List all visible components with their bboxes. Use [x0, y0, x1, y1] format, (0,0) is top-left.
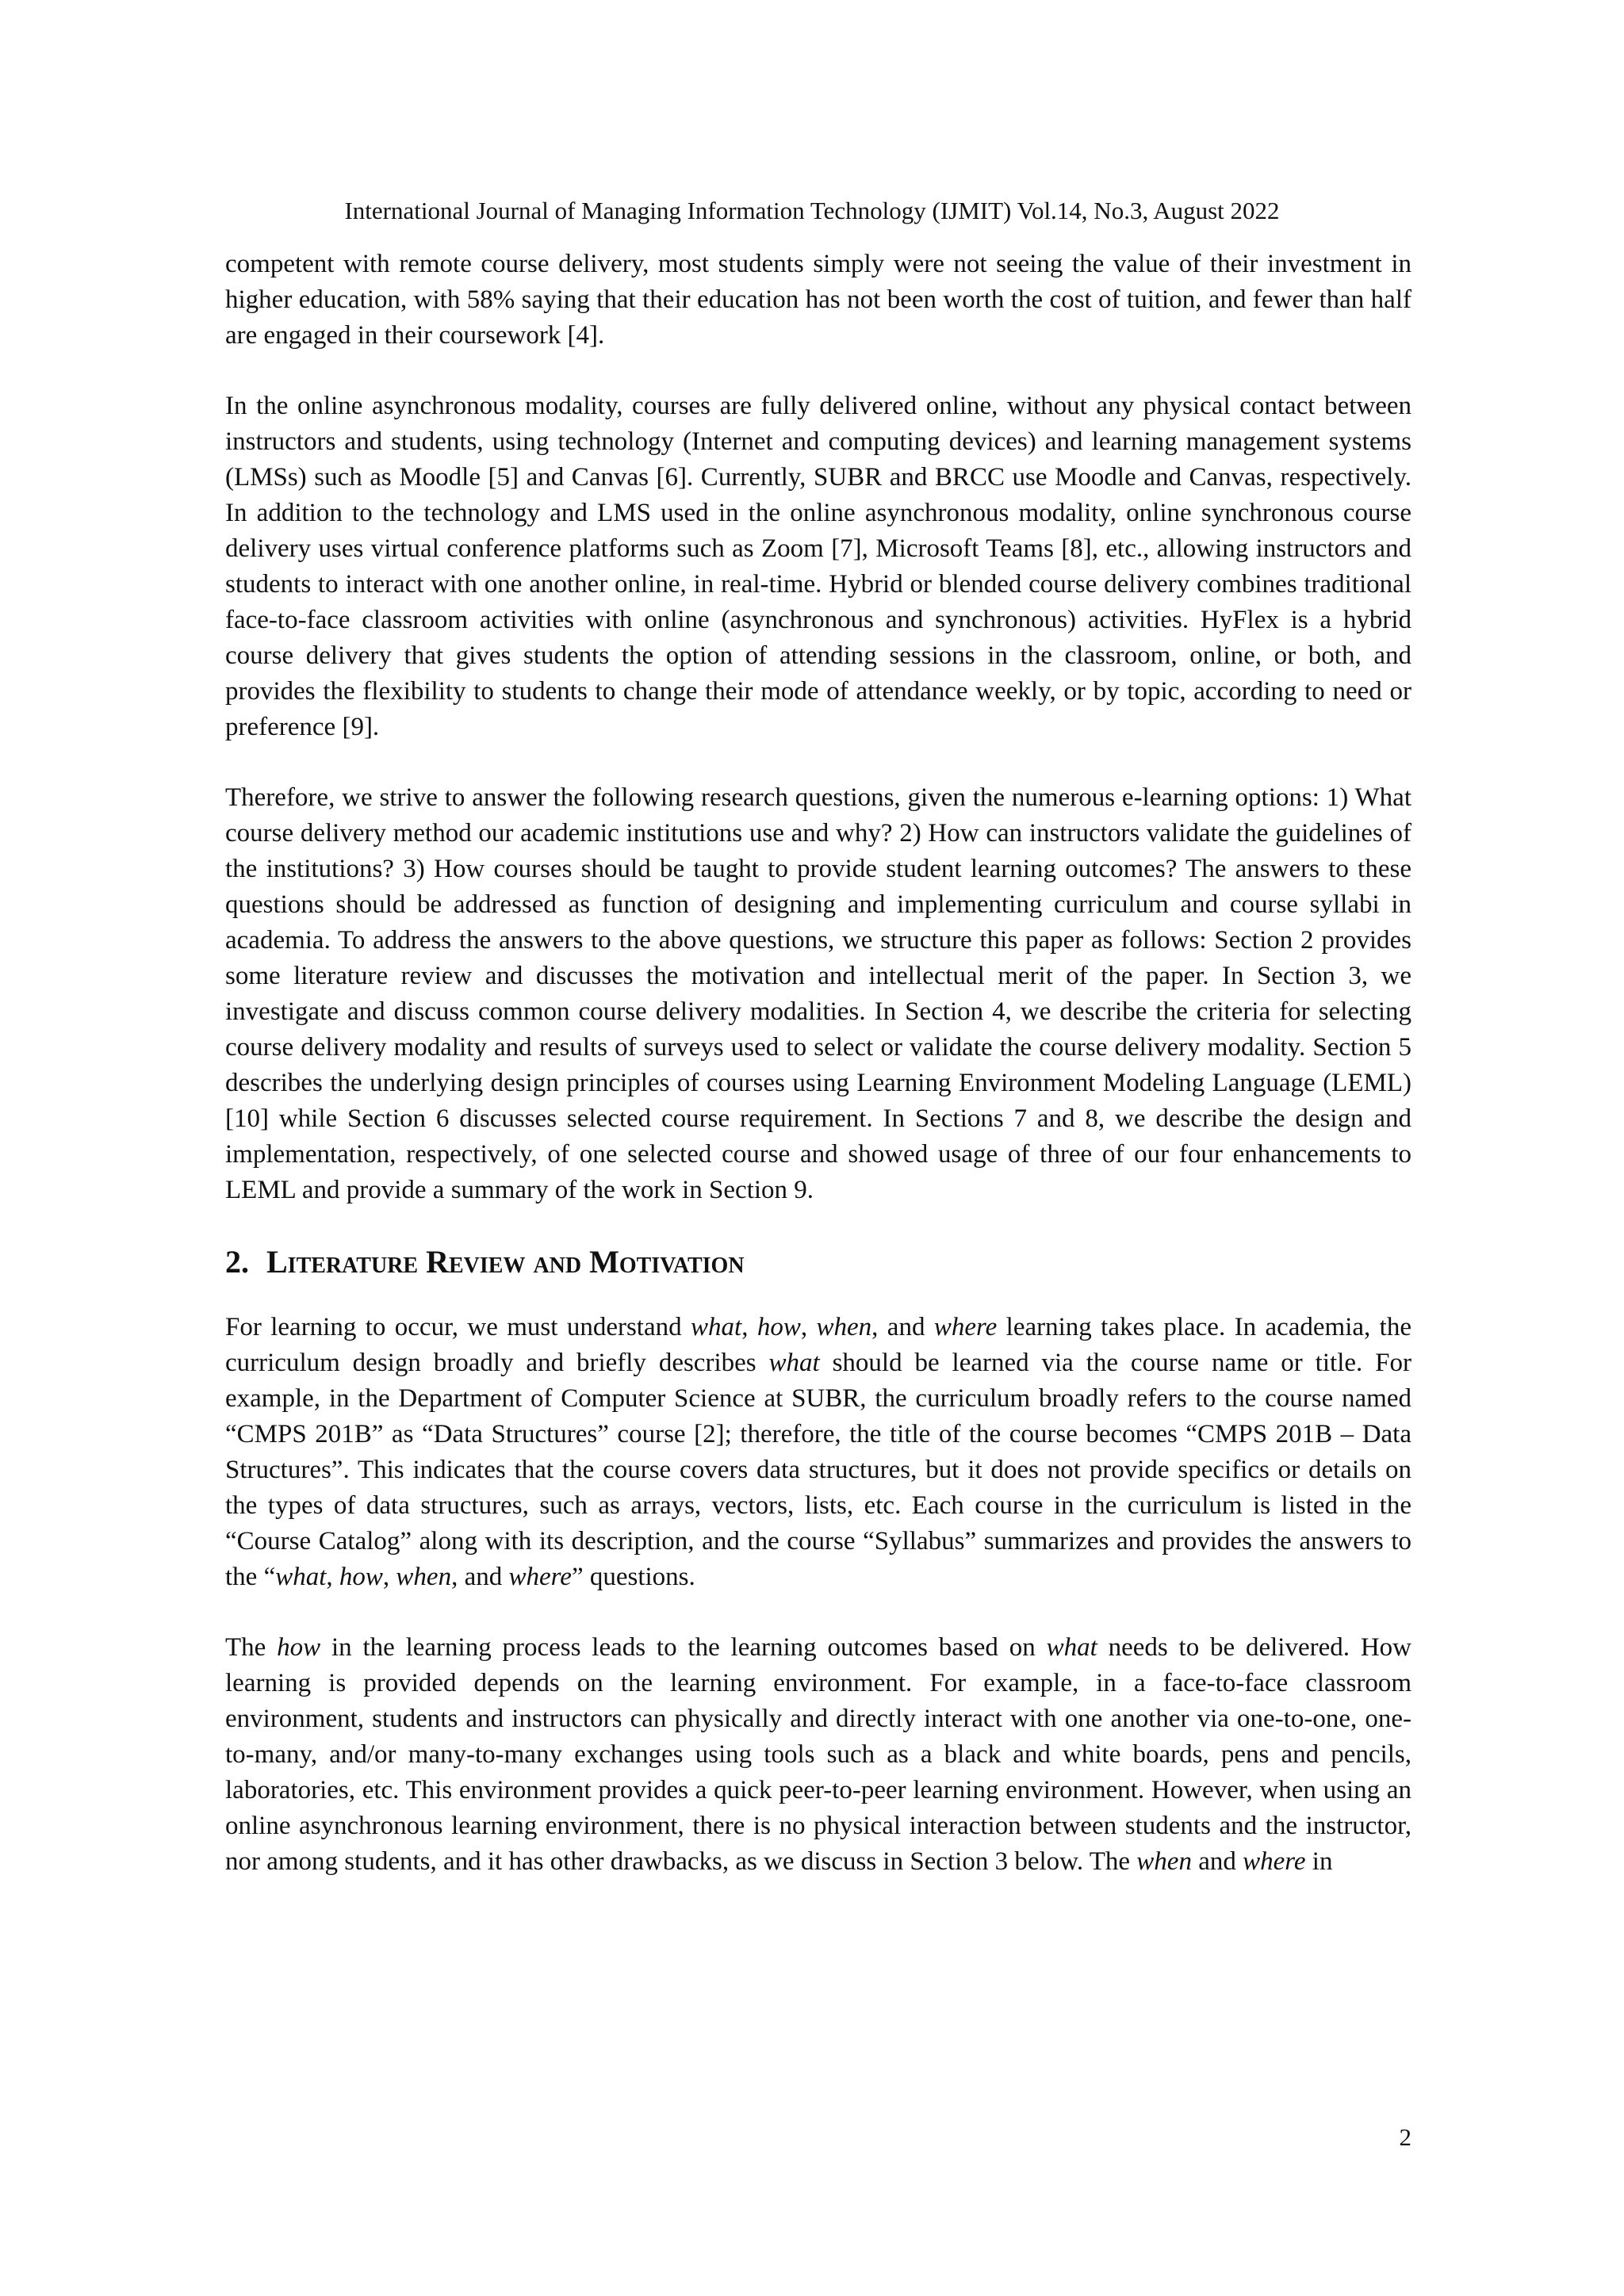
- running-header: International Journal of Managing Information Technology (IJMIT) Vol.14, No.3, August 2022: [344, 197, 1280, 224]
- paragraph-learning-environment: The how in the learning process leads to the learning outcomes based on what needs to be delivered. How learning is provided depends on the learning environment. For example, in a face-to-face classroom environment, students and instructors can physically and directly interact with one another via one-to-one, one-to-many, and/or many-to-many exchanges using tools such as a black and white boards, pens and pencils, laboratories, etc. This environment provides a quick peer-to-peer learning environment. However, when using an online asynchronous learning environment, there is no physical interaction between students and the instructor, nor among students, and it has other drawbacks, as we discuss in Section 3 below. The when and where in: [225, 1633, 1411, 1876]
- body-text: [225, 247, 1411, 1880]
- paragraph-remote-delivery: competent with remote course delivery, most students simply were not seeing the value of their investment in higher education, with 58% saying that their education has not been worth the cost of tuition, and fewer than half are engaged in their coursework [4].: [225, 250, 1411, 350]
- paragraph-modalities: In the online asynchronous modality, courses are fully delivered online, without any physical contact between instructors and students, using technology (Internet and computing devices) and learning management systems (LMSs) such as Moodle [5] and Canvas [6]. Currently, SUBR and BRCC use Moodle and Canvas, respectively. In addition to the technology and LMS used in the online asynchronous modality, online synchronous course delivery uses virtual conference platforms such as Zoom [7], Microsoft Teams [8], etc., allowing instructors and students to interact with one another online, in real-time. Hybrid or blended course delivery combines traditional face-to-face classroom activities with online (asynchronous and synchronous) activities. HyFlex is a hybrid course delivery that gives students the option of attending sessions in the classroom, online, or both, and provides the flexibility to students to change their mode of attendance weekly, or by topic, according to need or preference [9].: [225, 392, 1411, 741]
- page-number: 2: [1399, 2123, 1411, 2151]
- paragraph-research-questions: Therefore, we strive to answer the following research questions, given the numerous e-learning options: 1) What course delivery method our academic institutions use and why? 2) How can instructors validate the guidelines of the institutions? 3) How courses should be taught to provide student learning outcomes? The answers to these questions should be addressed as function of designing and implementing curriculum and course syllabi in academia. To address the answers to the above questions, we structure this paper as follows: Section 2 provides some literature review and discusses the motivation and intellectual merit of the paper. In Section 3, we investigate and discuss common course delivery modalities. In Section 4, we describe the criteria for selecting course delivery modality and results of surveys used to select or validate the course delivery modality. Section 5 describes the underlying design principles of courses using Learning Environment Modeling Language (LEML) [10] while Section 6 discusses selected course requirement. In Sections 7 and 8, we describe the design and implementation, respectively, of one selected course and showed usage of three of our four enhancements to LEML and provide a summary of the work in Section 9.: [225, 783, 1411, 1204]
- section-title: Literature Review and Motivation: [266, 1244, 745, 1280]
- section-2-heading: [225, 1243, 1411, 1281]
- section-number: 2.: [225, 1244, 249, 1280]
- paragraph-learning-dimensions: For learning to occur, we must understand what, how, when, and where learning takes place. In academia, the curriculum design broadly and briefly describes what should be learned via the course name or title. For example, in the Department of Computer Science at SUBR, the curriculum broadly refers to the course named “CMPS 201B” as “Data Structures” course [2]; therefore, the title of the course becomes “CMPS 201B – Data Structures”. This indicates that the course covers data structures, but it does not provide specifics or details on the types of data structures, such as arrays, vectors, lists, etc. Each course in the curriculum is listed in the “Course Catalog” along with its description, and the course “Syllabus” summarizes and provides the answers to the “what, how, when, and where” questions.: [225, 1313, 1411, 1591]
